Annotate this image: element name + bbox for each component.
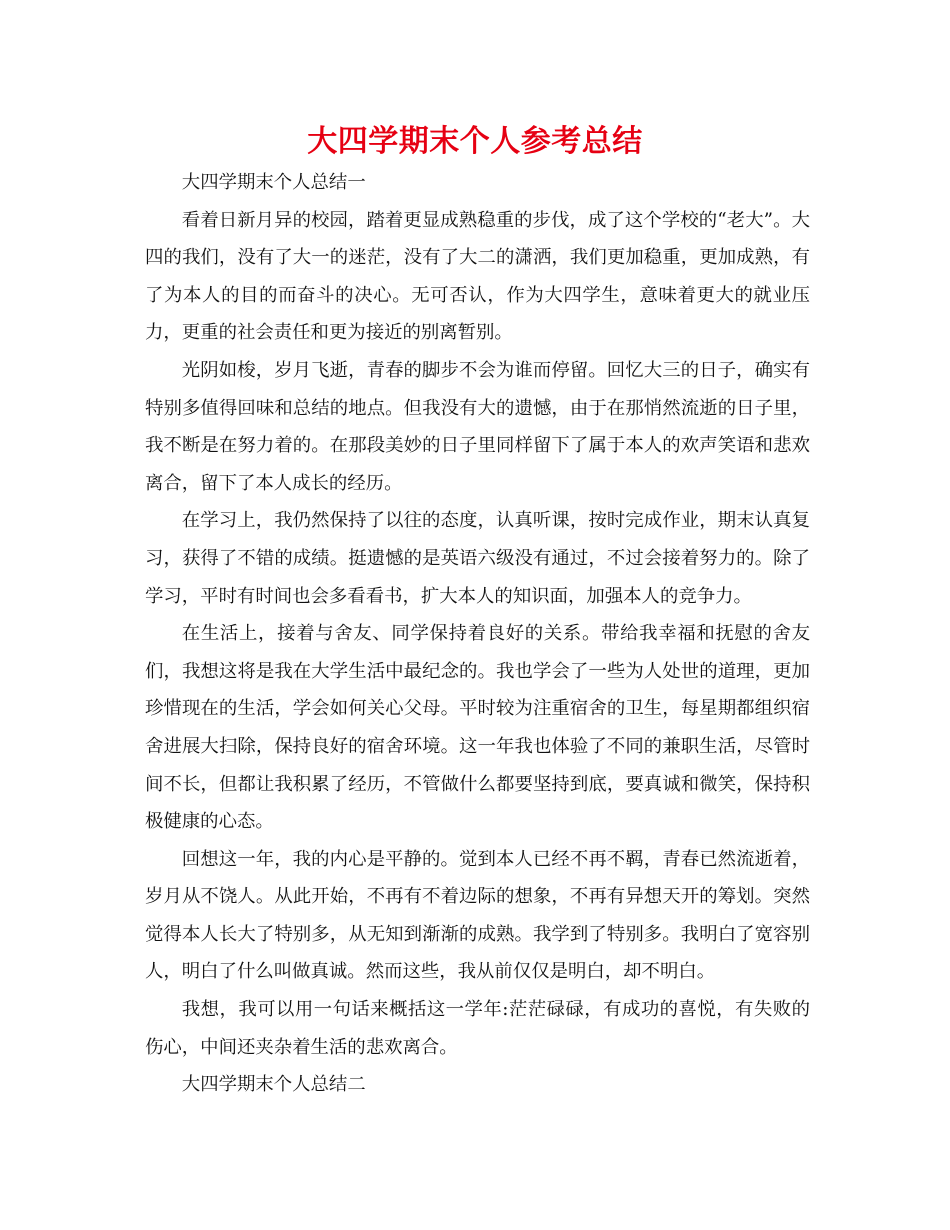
document-body	[145, 164, 810, 1104]
paragraph: 回想这一年，我的内心是平静的。觉到本人已经不再不羁，青春已然流逝着，岁月从不饶人。从此开始，不再有不着边际的想象，不再有异想天开的筹划。突然觉得本人长大了特别多，从无知到渐渐的成熟。我学到了特别多。我明白了宽容别人，明白了什么叫做真诚。然而这些，我从前仅仅是明白，却不明白。	[145, 848, 810, 983]
section-heading-two: 大四学期末个人总结二	[181, 1074, 366, 1096]
paragraph: 光阴如梭，岁月飞逝，青春的脚步不会为谁而停留。回忆大三的日子，确实有特别多值得回味和总结的地点。但我没有大的遗憾，由于在那悄然流逝的日子里，我不断是在努力着的。在那段美妙的日子里同样留下了属于本人的欢声笑语和悲欢离合，留下了本人成长的经历。	[145, 359, 810, 494]
paragraph: 在学习上，我仍然保持了以往的态度，认真听课，按时完成作业，期末认真复习，获得了不错的成绩。挺遗憾的是英语六级没有通过，不过会接着努力的。除了学习，平时有时间也会多看看书，扩大本人的知识面，加强本人的竞争力。	[145, 510, 810, 607]
document-title: 大四学期末个人参考总结	[307, 124, 643, 159]
paragraph: 我想，我可以用一句话来概括这一学年:茫茫碌碌，有成功的喜悦，有失败的伤心，中间还夹杂着生活的悲欢离合。	[145, 999, 810, 1058]
section-heading-one: 大四学期末个人总结一	[181, 172, 366, 193]
paragraph: 看着日新月异的校园，踏着更显成熟稳重的步伐，成了这个学校的“老大”。大四的我们，没有了大一的迷茫，没有了大二的潇洒，我们更加稳重，更加成熟，有了为本人的目的而奋斗的决心。无可否认，作为大四学生，意味着更大的就业压力，更重的社会责任和更为接近的别离暂别。	[145, 209, 810, 344]
paragraph: 在生活上，接着与舍友、同学保持着良好的关系。带给我幸福和抚慰的舍友们，我想这将是我在大学生活中最纪念的。我也学会了一些为人处世的道理，更加珍惜现在的生活，学会如何关心父母。平时较为注重宿舍的卫生，每星期都组织宿舍进展大扫除，保持良好的宿舍环境。这一年我也体验了不同的兼职生活，尽管时间不长，但都让我积累了经历，不管做什么都要坚持到底，要真诚和微笑，保持积极健康的心态。	[145, 623, 810, 833]
